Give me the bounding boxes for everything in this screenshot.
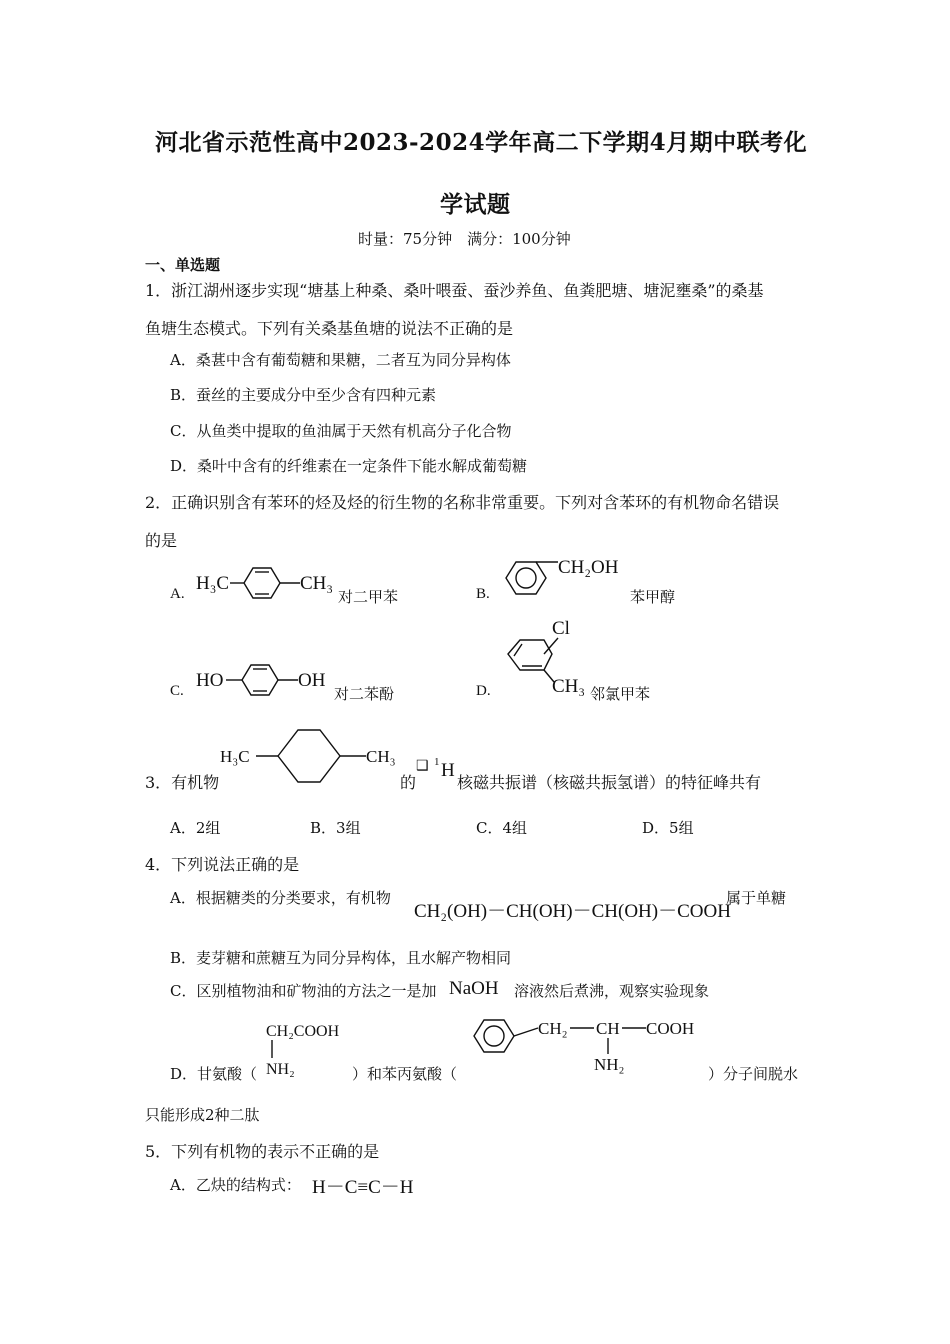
q2-b-ch2oh-label: CH₂OH xyxy=(558,557,619,578)
q4-option-d-line2: 只能形成2种二肽 xyxy=(145,1106,260,1124)
q3-stem-post: 核磁共振谱（核磁共振氢谱）的特征峰共有 xyxy=(457,773,762,792)
q4-option-a-pre: A．根据糖类的分类要求，有机物 xyxy=(170,889,391,907)
q3-option-c: C．4组 xyxy=(476,819,528,837)
q1-option-a: A．桑葚中含有葡萄糖和果糖，二者互为同分异构体 xyxy=(170,351,511,369)
q2-option-a-letter: A. xyxy=(170,586,185,602)
q3-option-b: B．3组 xyxy=(310,819,361,837)
q5-option-a-pre: A．乙炔的结构式： xyxy=(170,1176,301,1194)
q1-option-c: C．从鱼类中提取的鱼油属于天然有机高分子化合物 xyxy=(170,422,512,440)
q2-option-b-name: 苯甲醇 xyxy=(630,588,676,606)
q2-c-ho-label: HO xyxy=(196,670,224,691)
q1-option-d: D．桑叶中含有的纤维素在一定条件下能水解成葡萄糖 xyxy=(170,457,528,475)
q3-option-d: D．5组 xyxy=(642,819,694,837)
q2-a-ch3-label: CH₃ xyxy=(300,573,334,594)
q4-option-d-post: ）分子间脱水 xyxy=(708,1065,799,1083)
q2-c-oh-label: OH xyxy=(298,670,326,691)
q2-a-h3c-label: H₃C xyxy=(196,573,230,594)
q2-structure-hydroquinone xyxy=(196,656,356,704)
q1-stem-line1: 1．浙江湖州逐步实现“塘基上种桑、桑叶喂蚕、蚕沙养鱼、鱼粪肥塘、塘泥壅桑”的桑基 xyxy=(145,281,764,300)
q3-option-a: A．2组 xyxy=(170,819,221,837)
q3-structure-dimethylcyclohexane xyxy=(218,724,408,814)
q5-stem: 5．下列有机物的表示不正确的是 xyxy=(145,1142,380,1161)
exam-subtitle: 时量：75分钟 满分：100分钟 xyxy=(358,230,571,248)
q4-option-a-formula: CH₂(OH)－CH(OH)－CH(OH)－COOH xyxy=(414,901,731,922)
q4-option-b: B．麦芽糖和蔗糖互为同分异构体，且水解产物相同 xyxy=(170,949,512,967)
q3-stem-pre: 3．有机物 xyxy=(145,773,220,792)
q1-option-b: B．蚕丝的主要成分中至少含有四种元素 xyxy=(170,386,437,404)
q3-nmr-sup: 1 xyxy=(434,756,440,768)
q4-option-d-mid: ）和苯丙氨酸（ xyxy=(352,1065,458,1083)
q2-option-d-name: 邻氯甲苯 xyxy=(590,685,651,703)
q2-option-c-letter: C. xyxy=(170,683,184,699)
q4-option-a-post: 属于单糖 xyxy=(726,889,787,907)
q4-gly-top-label: CH₂COOH xyxy=(266,1023,340,1040)
q2-structure-benzyl-alcohol xyxy=(500,554,640,604)
q5-option-a-formula: H－C≡C－H xyxy=(312,1177,414,1198)
page-title-line2: 学试题 xyxy=(440,191,511,218)
q3-nmr-h: H xyxy=(441,760,455,781)
q4-structure-glycine xyxy=(264,1018,364,1080)
q4-phe-ch2-label: CH₂ xyxy=(538,1019,568,1038)
q2-option-c-name: 对二苯酚 xyxy=(334,685,395,703)
q4-option-c-pre: C．区别植物油和矿物油的方法之一是加 xyxy=(170,982,437,1000)
q4-phe-cooh-label: COOH xyxy=(646,1019,695,1038)
q4-option-c-naoh: NaOH xyxy=(449,978,499,999)
q2-stem-line2: 的是 xyxy=(145,531,178,550)
q2-option-b-letter: B. xyxy=(476,586,490,602)
section-heading: 一、单选题 xyxy=(145,256,221,274)
q2-option-a-name: 对二甲苯 xyxy=(338,588,399,606)
q2-d-cl-label: Cl xyxy=(552,618,570,639)
q4-stem: 4．下列说法正确的是 xyxy=(145,855,300,874)
q3-stem-de: 的 xyxy=(400,773,417,792)
q2-option-d-letter: D. xyxy=(476,683,491,699)
q4-structure-phenylalanine xyxy=(466,1010,716,1080)
q4-option-c-post: 溶液然后煮沸，观察实验现象 xyxy=(514,982,710,1000)
q2-d-ch3-label: CH₃ xyxy=(552,676,586,697)
q4-gly-bottom-label: NH₂ xyxy=(266,1061,295,1078)
page-title: 河北省示范性高中2023-2024学年高二下学期4月期中联考化 xyxy=(155,129,808,156)
q4-option-d-pre: D．甘氨酸（ xyxy=(170,1065,258,1083)
q4-phe-ch-label: CH xyxy=(596,1019,620,1038)
q4-phe-nh2-label: NH₂ xyxy=(594,1055,625,1074)
q2-stem-line1: 2．正确识别含有苯环的烃及烃的衍生物的名称非常重要。下列对含苯环的有机物命名错误 xyxy=(145,493,780,512)
q1-stem-line2: 鱼塘生态模式。下列有关桑基鱼塘的说法不正确的是 xyxy=(145,319,514,338)
q3-ch3-label: CH₃ xyxy=(366,747,396,766)
q3-nmr-box: ❑ xyxy=(416,758,429,774)
q3-h3c-label: H₃C xyxy=(220,747,250,766)
